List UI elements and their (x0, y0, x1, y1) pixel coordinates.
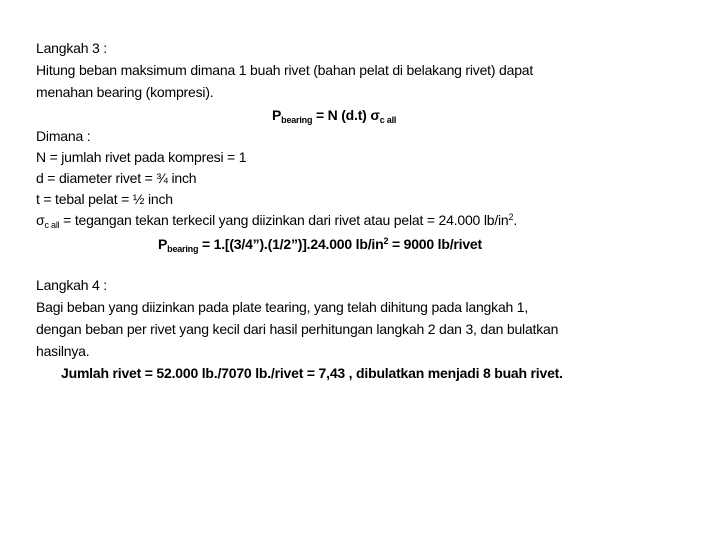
d-definition: d = diameter rivet = ¾ inch (36, 170, 197, 186)
step4-text-line1: Bagi beban yang diizinkan pada plate tearing, yang telah dihitung pada langkah 1, (36, 299, 529, 315)
calc-sub: bearing (167, 244, 199, 254)
sigma-sup: 2 (508, 212, 514, 222)
formula-sub2: c all (379, 115, 397, 125)
calc-end: = 9000 lb/rivet (388, 236, 482, 252)
rivet-count-result: Jumlah rivet = 52.000 lb./7070 lb./rivet = 7,43 , dibulatkan menjadi 8 buah rivet. (61, 365, 563, 381)
calc-sup: 2 (383, 236, 389, 246)
bearing-calculation (158, 235, 482, 253)
formula-mid: = N (d.t) σ (312, 107, 380, 123)
step4-text-line3: hasilnya. (36, 343, 90, 359)
sigma-sub: c all (44, 220, 60, 230)
sigma-symbol: σ (36, 212, 45, 228)
sigma-end: . (513, 212, 518, 228)
calc-p: P (158, 236, 168, 252)
calc-text: = 1.[(3/4”).(1/2”)].24.000 lb/in (198, 236, 384, 252)
t-definition: t = tebal pelat = ½ inch (36, 191, 173, 207)
bearing-formula (272, 106, 396, 124)
sigma-text: = tegangan tekan terkecil yang diizinkan dari rivet atau pelat = 24.000 lb/in (59, 212, 509, 228)
step4-text-line2: dengan beban per rivet yang kecil dari hasil perhitungan langkah 2 dan 3, dan bulatkan (36, 321, 559, 337)
step4-title: Langkah 4 : (36, 277, 107, 293)
step3-text-line1: Hitung beban maksimum dimana 1 buah rivet (bahan pelat di belakang rivet) dapat (36, 62, 534, 78)
step3-text-line2: menahan bearing (kompresi). (36, 84, 214, 100)
formula-sub: bearing (281, 115, 313, 125)
sigma-definition (36, 211, 517, 229)
n-definition: N = jumlah rivet pada kompresi = 1 (36, 149, 247, 165)
step3-title: Langkah 3 : (36, 40, 107, 56)
formula-p: P (272, 107, 282, 123)
where-label: Dimana : (36, 128, 91, 144)
